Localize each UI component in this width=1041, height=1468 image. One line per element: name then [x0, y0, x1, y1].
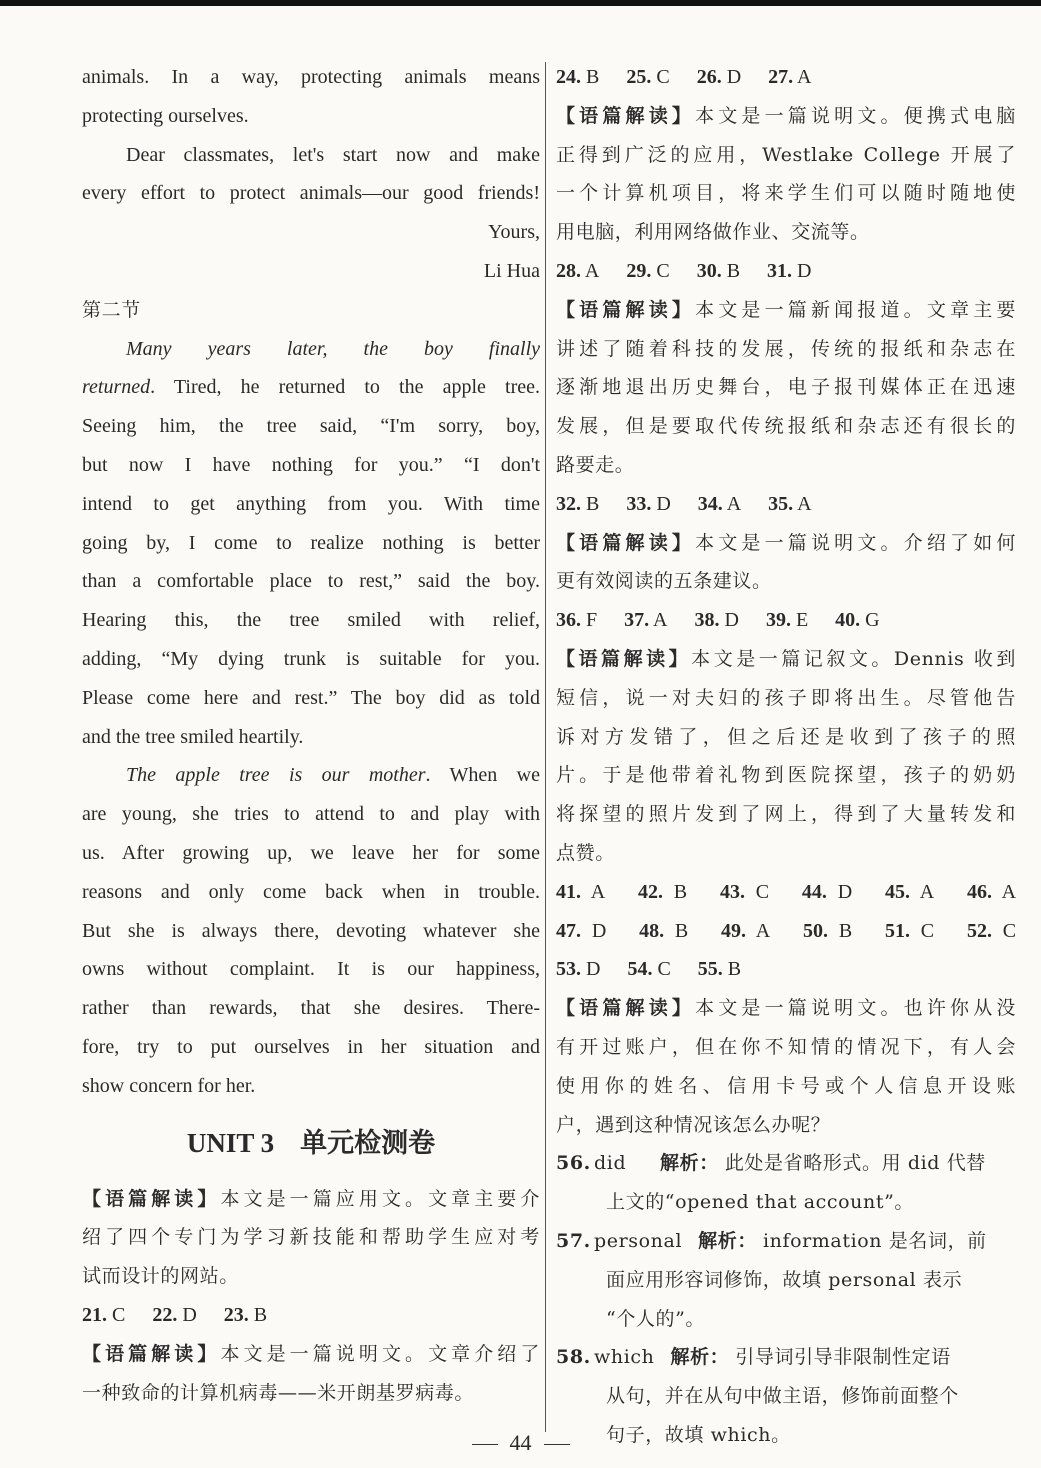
text-run: 本文是一篇应用文。文章主要介	[220, 1187, 540, 1210]
text-line: adding, “My dying trunk is suitable for you.	[82, 647, 540, 670]
italic-phrase: returned	[82, 376, 151, 399]
answer-letter: D	[591, 919, 607, 942]
explanation-label: 解析：	[698, 1229, 757, 1252]
question-number: 29.	[626, 259, 652, 282]
answer-letter: D	[586, 958, 601, 981]
text-line: 发展，但是要取代传统报纸和杂志还有很长的	[556, 415, 1016, 438]
answer-letter: E	[795, 609, 809, 632]
question-number: 57.	[556, 1229, 591, 1252]
answer-letter: D	[837, 880, 853, 903]
text-run: 本文是一篇新闻报道。文章主要	[695, 298, 1016, 321]
answer-item	[556, 920, 606, 942]
unit-title-cn: 单元检测卷	[300, 1127, 436, 1159]
answer-letter: A	[919, 880, 935, 903]
text-line: Please come here and rest.” The boy did as told	[82, 686, 540, 709]
question-number: 56.	[556, 1152, 591, 1175]
question-number: 31.	[767, 259, 793, 282]
reading-tag: 【语篇解读】	[556, 531, 696, 554]
text-run: 本文是一篇说明文。便携式电脑	[695, 104, 1016, 127]
text-line: Seeing him, the tree said, “I'm sorry, boy,	[82, 415, 540, 438]
question-number: 49.	[721, 919, 747, 942]
answer-letter: B	[727, 958, 742, 981]
answer-letter: B	[673, 880, 688, 903]
reading-note	[556, 989, 1016, 1028]
text-line: protecting ourselves.	[82, 104, 249, 127]
text-line: Hearing this, the tree smiled with relief,	[82, 609, 540, 632]
letter-signature: Li Hua	[483, 259, 540, 282]
text-line	[82, 368, 540, 407]
text-line: 户，遇到这种情况该怎么办呢？	[556, 1113, 831, 1136]
answer-letter: B	[253, 1303, 268, 1326]
text-run: . When we	[425, 764, 540, 787]
answer-letter: A	[653, 609, 668, 632]
answer-letter: D	[724, 609, 739, 632]
answer-row	[556, 58, 1016, 97]
text-line: intend to get anything from you. With time	[82, 492, 540, 515]
question-number: 37.	[624, 609, 650, 632]
unit-title-en: UNIT 3	[186, 1127, 275, 1158]
text-line: going by, I come to realize nothing is better	[82, 531, 540, 554]
answer-letter: A	[797, 492, 812, 515]
text-line: 更有效阅读的五条建议。	[556, 570, 772, 593]
question-number: 28.	[556, 259, 581, 282]
answer-letter: G	[865, 609, 880, 632]
text-line: fore, try to put ourselves in her situation and	[82, 1035, 540, 1058]
text-line: 用电脑，利用网络做作业、交流等。	[556, 221, 870, 244]
reading-tag: 【语篇解读】	[556, 647, 692, 670]
text-line: 讲述了随着科技的发展，传统的报纸和杂志在	[556, 337, 1016, 360]
text-line: animals. In a way, protecting animals means	[82, 66, 540, 88]
answer-letter: A	[584, 259, 600, 282]
answer-item	[835, 609, 879, 631]
answer-letter: D	[182, 1303, 197, 1326]
text-line: us. After growing up, we leave her for some	[82, 841, 540, 864]
answer-item	[698, 958, 741, 980]
answer-item	[82, 1304, 125, 1326]
answer-row	[556, 601, 1016, 640]
unit-title	[82, 1112, 540, 1174]
answer-item	[152, 1304, 196, 1326]
answer-item	[885, 920, 934, 942]
answer-item	[697, 260, 740, 282]
answer-item	[766, 609, 808, 631]
answer-letter: D	[797, 259, 812, 282]
answer-item	[802, 881, 852, 903]
question-number: 34.	[697, 492, 723, 515]
answer-item	[768, 493, 811, 515]
question-number: 23.	[223, 1303, 249, 1326]
question-number: 26.	[696, 66, 722, 88]
text-line: are young, she tries to attend to and play with	[82, 803, 540, 826]
answer-row	[556, 950, 1016, 989]
answer-letter: A	[590, 880, 606, 903]
answer-letter: B	[674, 919, 689, 942]
text-line: than a comfortable place to rest,” said the boy.	[82, 570, 540, 593]
answer-letter: A	[726, 492, 742, 515]
answer-item	[767, 260, 811, 282]
question-number: 42.	[637, 880, 663, 903]
explanation-label: 解析：	[660, 1152, 719, 1175]
answer-item	[556, 609, 597, 631]
text-line: 将探望的照片发到了网上，得到了大量转发和	[556, 803, 1016, 826]
question-number: 22.	[152, 1303, 178, 1326]
text-line: show concern for her.	[82, 1074, 256, 1097]
answer-letter: B	[586, 492, 600, 515]
text-line: 逐渐地退出历史舞台，电子报刊媒体正在迅速	[556, 376, 1016, 399]
question-number: 55.	[697, 958, 723, 981]
text-line	[82, 756, 540, 795]
text-line: “个人的”。	[606, 1307, 706, 1330]
text-line: 一个计算机项目，将来学生们可以随时随地使	[556, 182, 1016, 205]
text-line: 一种致命的计算机病毒——米开朗基罗病毒。	[82, 1381, 475, 1404]
section-label: 第二节	[82, 298, 141, 321]
answer-item	[698, 493, 741, 515]
text-line: owns without complaint. It is our happiness,	[82, 958, 540, 981]
question-number: 43.	[719, 880, 745, 903]
text-run: . Tired, he returned to the apple tree.	[150, 376, 540, 399]
question-number: 40.	[835, 609, 861, 632]
question-number: 33.	[626, 492, 652, 515]
answer-item	[967, 881, 1016, 903]
page-number-value: 44	[509, 1430, 532, 1455]
text-run: 引导词引导非限制性定语	[735, 1346, 951, 1369]
page-number	[0, 1430, 1041, 1456]
explanation-label: 解析：	[670, 1346, 730, 1369]
text-line: Dear classmates, let's start now and make	[126, 143, 540, 166]
page-number-dash	[472, 1444, 498, 1445]
fill-answer	[556, 1144, 1016, 1183]
answer-letter: C	[656, 66, 670, 88]
answer-item	[768, 66, 811, 88]
answer-item	[720, 881, 769, 903]
right-column	[556, 58, 1016, 1455]
top-border	[0, 0, 1041, 6]
answer-row	[556, 485, 1016, 524]
answer-item	[697, 66, 741, 88]
left-column	[82, 58, 540, 1412]
answer-letter: B	[838, 919, 853, 942]
reading-tag: 【语篇解读】	[556, 997, 696, 1020]
column-divider	[545, 62, 546, 1432]
answer-letter: B	[726, 259, 741, 282]
answer-item	[639, 920, 688, 942]
answer-item	[556, 881, 605, 903]
question-number: 27.	[768, 66, 794, 88]
text-line: 片。于是他带着礼物到医院探望，孩子的奶奶	[556, 764, 1016, 787]
question-number: 50.	[803, 919, 829, 942]
answer-letter: A	[1001, 880, 1016, 903]
text-line: but now I have nothing for you.” “I don't	[82, 453, 540, 476]
answer-word: personal	[594, 1229, 683, 1252]
answer-item	[626, 66, 669, 88]
answer-item	[624, 609, 667, 631]
text-line: 使用你的姓名、信用卡号或个人信息开设账	[556, 1074, 1016, 1097]
answer-row	[556, 252, 1016, 291]
question-number: 38.	[694, 609, 720, 632]
text-line: 上文的“opened that account”。	[606, 1191, 914, 1214]
answer-item	[694, 609, 738, 631]
answer-letter: F	[586, 609, 598, 632]
text-line: 从句，并在从句中做主语，修饰前面整个	[606, 1385, 959, 1408]
text-line: reasons and only come back when in trouble.	[82, 880, 540, 903]
text-line: 短信，说一对夫妇的孩子即将出生。尽管他告	[556, 686, 1016, 709]
answer-item	[556, 958, 600, 980]
answer-item	[721, 920, 770, 942]
text-line: 句子，故填 which。	[606, 1423, 791, 1446]
answer-letter: D	[726, 66, 742, 88]
reading-tag: 【语篇解读】	[556, 298, 696, 321]
italic-phrase: The apple tree is our mother	[126, 764, 426, 787]
text-line: every effort to protect animals—our good friends!	[82, 182, 540, 205]
text-run: 此处是省略形式。用 did 代替	[724, 1152, 986, 1175]
question-number: 51.	[884, 919, 910, 942]
text-line: 有开过账户，但在你不知情的情况下，有人会	[556, 1035, 1016, 1058]
question-number: 25.	[626, 66, 652, 88]
text-line: 点赞。	[556, 841, 615, 864]
question-number: 44.	[801, 880, 827, 903]
reading-tag: 【语篇解读】	[82, 1187, 221, 1210]
question-number: 53.	[556, 958, 581, 981]
answer-item	[627, 958, 670, 980]
reading-tag: 【语篇解读】	[556, 104, 696, 127]
answer-letter: C	[656, 259, 670, 282]
reading-note	[556, 291, 1016, 330]
text-run: 本文是一篇说明文。文章介绍了	[220, 1342, 540, 1365]
text-line: and the tree smiled heartily.	[82, 725, 304, 748]
question-number: 30.	[696, 259, 722, 282]
text-run: 本文是一篇说明文。介绍了如何	[695, 531, 1016, 554]
answer-letter: A	[755, 919, 771, 942]
text-line: 诉对方发错了，但之后还是收到了孩子的照	[556, 725, 1016, 748]
reading-note	[556, 524, 1016, 563]
answer-item	[556, 493, 599, 515]
reading-note	[556, 640, 1016, 679]
answer-letter: C	[112, 1303, 126, 1326]
question-number: 39.	[765, 609, 791, 632]
text-run: information 是名词，前	[762, 1229, 987, 1252]
question-number: 54.	[627, 958, 653, 981]
reading-note	[82, 1180, 540, 1219]
answer-letter: A	[797, 66, 812, 88]
answer-item	[626, 493, 670, 515]
reading-note	[82, 1335, 540, 1374]
text-line: rather than rewards, that she desires. There-	[82, 997, 540, 1020]
answer-letter: D	[656, 492, 671, 515]
answer-item	[556, 260, 599, 282]
question-number: 46.	[966, 880, 992, 903]
question-number: 21.	[82, 1303, 107, 1326]
letter-closing: Yours,	[488, 221, 540, 244]
text-line: Many years later, the boy finally	[126, 337, 540, 360]
answer-row	[556, 873, 1016, 912]
fill-answer	[556, 1222, 1016, 1261]
question-number: 48.	[639, 919, 665, 942]
text-line: 试而设计的网站。	[82, 1265, 239, 1288]
question-number: 41.	[556, 880, 581, 903]
reading-tag: 【语篇解读】	[82, 1342, 221, 1365]
answer-item	[885, 881, 934, 903]
answer-item	[967, 920, 1016, 942]
page-number-dash	[544, 1444, 570, 1445]
answer-item	[556, 66, 599, 88]
answer-letter: C	[1002, 919, 1016, 942]
text-run: 本文是一篇记叙文。Dennis 收到	[691, 647, 1016, 670]
text-run: 本文是一篇说明文。也许你从没	[695, 997, 1016, 1020]
answer-row	[556, 912, 1016, 951]
question-number: 24.	[556, 66, 581, 88]
answer-item	[224, 1304, 267, 1326]
text-line: 路要走。	[556, 453, 635, 476]
text-line: 正得到广泛的应用，Westlake College 开展了	[556, 143, 1016, 166]
answer-item	[626, 260, 669, 282]
answer-letter: C	[920, 919, 935, 942]
text-line: 面应用形容词修饰，故填 personal 表示	[606, 1268, 963, 1291]
answer-letter: C	[657, 958, 671, 981]
question-number: 52.	[966, 919, 992, 942]
question-number: 35.	[768, 492, 794, 515]
reading-note	[556, 97, 1016, 136]
text-line: But she is always there, devoting whatever she	[82, 919, 540, 942]
fill-answer	[556, 1338, 1016, 1377]
text-line: 绍了四个专门为学习新技能和帮助学生应对考	[82, 1226, 540, 1249]
answer-row	[82, 1296, 540, 1335]
answer-letter: C	[755, 880, 770, 903]
answer-word: did	[594, 1152, 627, 1175]
question-number: 36.	[556, 609, 581, 632]
question-number: 58.	[556, 1346, 591, 1369]
answer-item	[803, 920, 852, 942]
question-number: 32.	[556, 492, 581, 515]
question-number: 47.	[556, 919, 581, 942]
answer-letter: B	[586, 66, 600, 88]
answer-word: which	[594, 1346, 655, 1369]
answer-item	[638, 881, 687, 903]
question-number: 45.	[884, 880, 910, 903]
